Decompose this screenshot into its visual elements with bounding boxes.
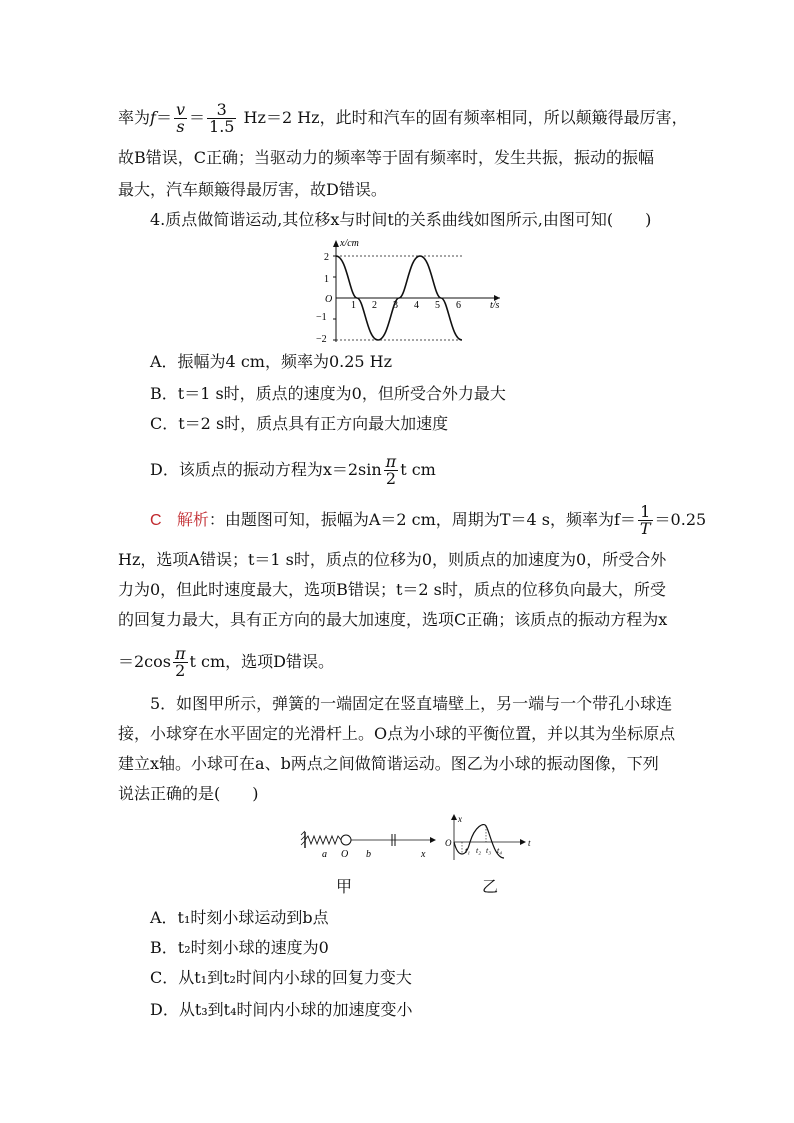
q4-analysis-line-5: [118, 646, 334, 679]
t2-label: t₂: [476, 846, 482, 855]
x-tick-label: 2: [372, 300, 377, 311]
y-axis-arrow: [333, 240, 339, 247]
q4-analysis-line-4: 的回复力最大，具有正方向的最大加速度，选项C正确；该质点的振动方程为x: [118, 610, 668, 629]
t-axis-arrow: [520, 839, 526, 845]
y-tick-label: 2: [324, 252, 329, 263]
x-tick-label: 1: [351, 300, 356, 311]
figure-jia-spring-ball: [300, 826, 440, 862]
q5-option-c: C．从t₁到t₂时间内小球的回复力变大: [150, 968, 412, 987]
x-axis-label: t/s: [490, 300, 500, 311]
q5-option-b: B．t₂时刻小球的速度为0: [150, 938, 329, 957]
t4-label: t₄: [497, 846, 503, 855]
ball: [341, 835, 351, 845]
analysis-text-b: t cm，选项D错误。: [189, 652, 334, 671]
q4-stem: 4.质点做简谐运动,其位移x与时间t的关系曲线如图所示,由图可知( ): [150, 210, 652, 229]
t-label: t: [528, 838, 531, 848]
q4-option-a: A．振幅为4 cm，频率为0.25 Hz: [150, 352, 393, 371]
q3-frac-den: s: [176, 117, 185, 136]
q5-option-d: D．从t₃到t₄时间内小球的加速度变小: [150, 1000, 413, 1019]
t3-label: t₃: [486, 846, 492, 855]
q4-option-d-text: D．该质点的振动方程为x＝2sin: [150, 460, 382, 479]
q3-frac-num: v: [175, 100, 185, 119]
frac-num: π: [175, 644, 186, 663]
q4-option-d: [150, 454, 436, 487]
q4-analysis-line-3: 力为0，但此时速度最大，选项B错误；t＝2 s时，质点的位移负向最大，所受: [118, 580, 666, 599]
figure-yi-vibration-graph: [440, 812, 540, 862]
q3-frac-num2: 3: [207, 102, 236, 119]
y-tick-label: 1: [324, 274, 329, 285]
frac-num: π: [385, 452, 397, 471]
q4-option-b: B．t＝1 s时，质点的速度为0，但所受合外力最大: [150, 384, 506, 403]
q4-option-d-text-b: t cm: [400, 460, 436, 479]
x-tick-label: 6: [456, 300, 461, 311]
q4-analysis-line-1: [150, 504, 706, 537]
x-label: x: [421, 849, 426, 860]
q3-line-1: [118, 102, 688, 135]
analysis-fraction-pi-2: [173, 646, 188, 679]
q4-option-d-fraction: [384, 454, 399, 487]
x-tick-label: 4: [414, 300, 419, 311]
y-tick-label: −1: [316, 312, 327, 323]
q3-var-f: f: [150, 108, 156, 127]
analysis-text: ＝2cos: [118, 652, 171, 671]
x-tick-label: 5: [435, 300, 440, 311]
analysis-text: ：由题图可知，振幅为A＝2 cm，周期为T＝4 s，频率为f＝: [208, 510, 636, 529]
spring: [305, 836, 341, 844]
x-arrow: [430, 837, 436, 843]
analysis-label: 解析: [176, 512, 209, 529]
q5-line-4: 说法正确的是( ): [118, 784, 259, 803]
point-b-label: b: [366, 849, 371, 860]
x-label: x: [458, 814, 462, 824]
q4-option-c: C．t＝2 s时，质点具有正方向最大加速度: [150, 414, 449, 433]
y-axis-label: x/cm: [340, 238, 359, 249]
q3-line-2: 故B错误，C正确；当驱动力的频率等于固有频率时，发生共振，振动的振幅: [118, 148, 655, 167]
q5-line-2: 接，小球穿在水平固定的光滑杆上。O点为小球的平衡位置，并以其为坐标原点: [118, 724, 676, 743]
frac-den: 2: [385, 469, 397, 488]
frac-den: T: [639, 519, 651, 538]
q3-line-3: 最大，汽车颠簸得最厉害，故D错误。: [118, 180, 387, 199]
q3-eq2: ＝: [189, 108, 206, 127]
frac-den: 2: [175, 661, 186, 680]
q3-text-b: Hz＝2 Hz，此时和汽车的固有频率相同，所以颠簸得最厉害，: [238, 108, 688, 127]
y-axis-arrow: [451, 814, 457, 820]
origin-label: O: [445, 838, 452, 848]
figure-caption-jia: 甲: [336, 877, 353, 896]
y-tick-label: −2: [316, 334, 327, 345]
q3-frac-den2: 1.5: [209, 117, 235, 136]
q3-text: 率为: [118, 108, 151, 127]
analysis-fraction-1-T: [638, 504, 653, 537]
analysis-text-b: ＝0.25: [654, 510, 707, 529]
q4-analysis-line-2: Hz，选项A错误；t＝1 s时，质点的位移为0，则质点的加速度为0，所受合外: [118, 550, 667, 569]
q4-displacement-graph: [300, 236, 510, 346]
t1-label: t₁: [465, 846, 471, 855]
q5-line-3: 建立x轴。小球可在a、b两点之间做简谐运动。图乙为小球的振动图像，下列: [118, 754, 659, 773]
frac-num: 1: [638, 504, 653, 521]
x-tick-label: 3: [393, 300, 398, 311]
q4-answer: C: [150, 512, 162, 529]
q3-fraction-3-1.5: [207, 102, 236, 135]
q3-fraction-v-s: [174, 102, 187, 135]
figure-caption-yi: 乙: [482, 877, 499, 896]
origin-label: O: [325, 294, 333, 305]
q5-line-1: 5．如图甲所示，弹簧的一端固定在竖直墙壁上，另一端与一个带孔小球连: [150, 694, 673, 713]
q3-eq: ＝: [155, 108, 172, 127]
point-a-label: a: [322, 849, 327, 860]
point-o-label: O: [341, 849, 349, 860]
q5-option-a: A．t₁时刻小球运动到b点: [150, 908, 329, 927]
